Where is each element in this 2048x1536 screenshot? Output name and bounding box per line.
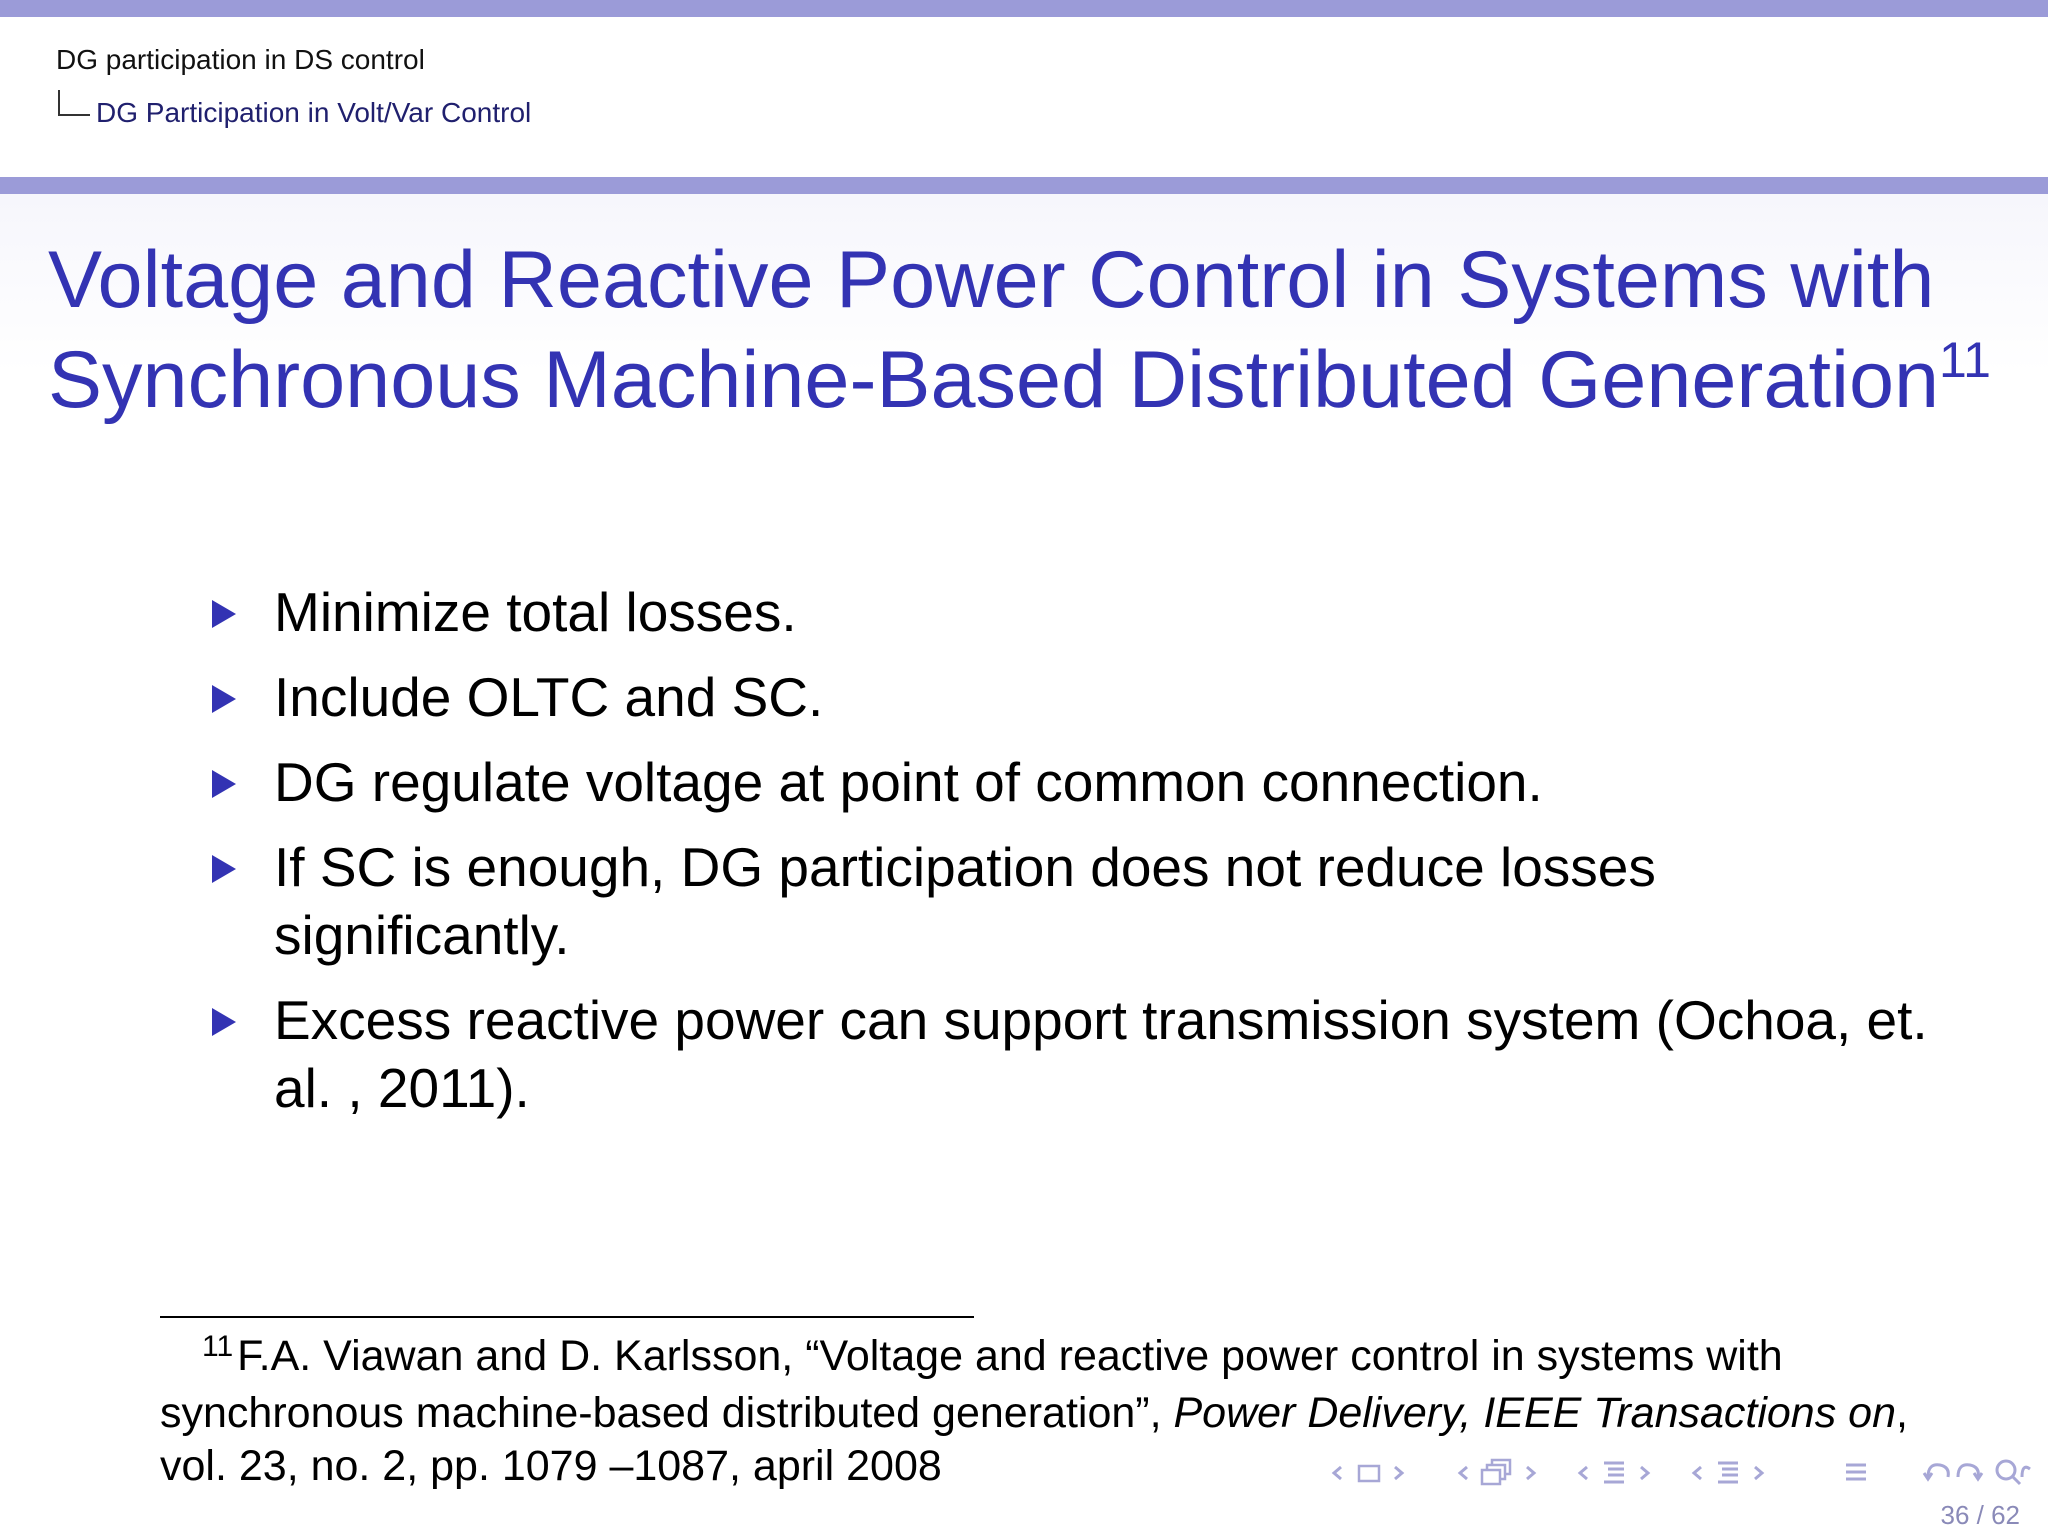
bullet-triangle-icon — [212, 1008, 236, 1036]
slide-title-line1: Voltage and Reactive Power Control in Systems with — [48, 235, 1935, 325]
nav-prev-arrow-icon[interactable] — [1690, 1455, 1704, 1491]
bullet-text: Excess reactive power can support transmission system (Ochoa, et. al. , 2011). — [274, 989, 1928, 1119]
subsection-title[interactable]: DG Participation in Volt/Var Control — [96, 97, 532, 128]
bullet-triangle-icon — [212, 770, 236, 798]
bullet-item — [210, 833, 1734, 969]
subsubsection-icon[interactable] — [1714, 1455, 1742, 1491]
bullet-item — [210, 578, 1910, 646]
bullet-item — [210, 663, 1910, 731]
subsection-icon[interactable] — [1600, 1455, 1628, 1491]
header-separator-band — [0, 177, 2048, 194]
bullet-triangle-icon — [212, 855, 236, 883]
nav-next-arrow-icon[interactable] — [1638, 1455, 1652, 1491]
footnote-details: , vol. 23, no. 2, pp. 1079 –1087, april 2008 — [160, 1389, 1908, 1490]
nav-prev-arrow-icon[interactable] — [1456, 1455, 1470, 1491]
top-header-band — [0, 0, 2048, 17]
bullet-text: DG regulate voltage at point of common connection. — [274, 751, 1543, 813]
beamer-navigation-bar — [1330, 1455, 2040, 1491]
section-title[interactable]: DG participation in DS control — [56, 44, 425, 75]
nav-next-arrow-icon[interactable] — [1752, 1455, 1766, 1491]
subsection-connector — [58, 90, 90, 116]
bullet-triangle-icon — [212, 600, 236, 628]
bullet-text: If SC is enough, DG participation does not reduce losses significantly. — [274, 836, 1656, 966]
footnote-separator — [160, 1316, 974, 1318]
bullet-list — [210, 578, 1928, 1139]
appendix-icon[interactable] — [1842, 1455, 1870, 1491]
nav-next-arrow-icon[interactable] — [1524, 1455, 1538, 1491]
bullet-text: Include OLTC and SC. — [274, 666, 824, 728]
page-number: 36 / 62 — [1940, 1500, 2020, 1530]
bullet-text: Minimize total losses. — [274, 581, 797, 643]
bullet-item — [210, 748, 1910, 816]
footnote-mark: 11 — [202, 1330, 234, 1363]
title-footnote-mark: 11 — [1939, 332, 1991, 388]
nav-next-arrow-icon[interactable] — [1392, 1455, 1406, 1491]
slide-title-line2: Synchronous Machine-Based Distributed Generation — [48, 335, 1940, 425]
search-icon[interactable] — [1992, 1455, 2032, 1491]
bullet-item — [210, 986, 1934, 1122]
header-area — [0, 17, 2048, 177]
nav-prev-arrow-icon[interactable] — [1576, 1455, 1590, 1491]
frame-icon[interactable] — [1356, 1455, 1382, 1491]
section-icon[interactable] — [1480, 1455, 1514, 1491]
footnote-journal: Power Delivery, IEEE Transactions on — [1173, 1389, 1897, 1437]
bullet-triangle-icon — [212, 685, 236, 713]
back-icon[interactable] — [1922, 1455, 1988, 1491]
nav-prev-arrow-icon[interactable] — [1330, 1455, 1344, 1491]
footnote-text: F.A. Viawan and D. Karlsson, “Voltage and reactive power control in systems with synchronous machine-based distributed generation”, — [160, 1332, 1783, 1437]
slide-title — [48, 230, 2038, 440]
